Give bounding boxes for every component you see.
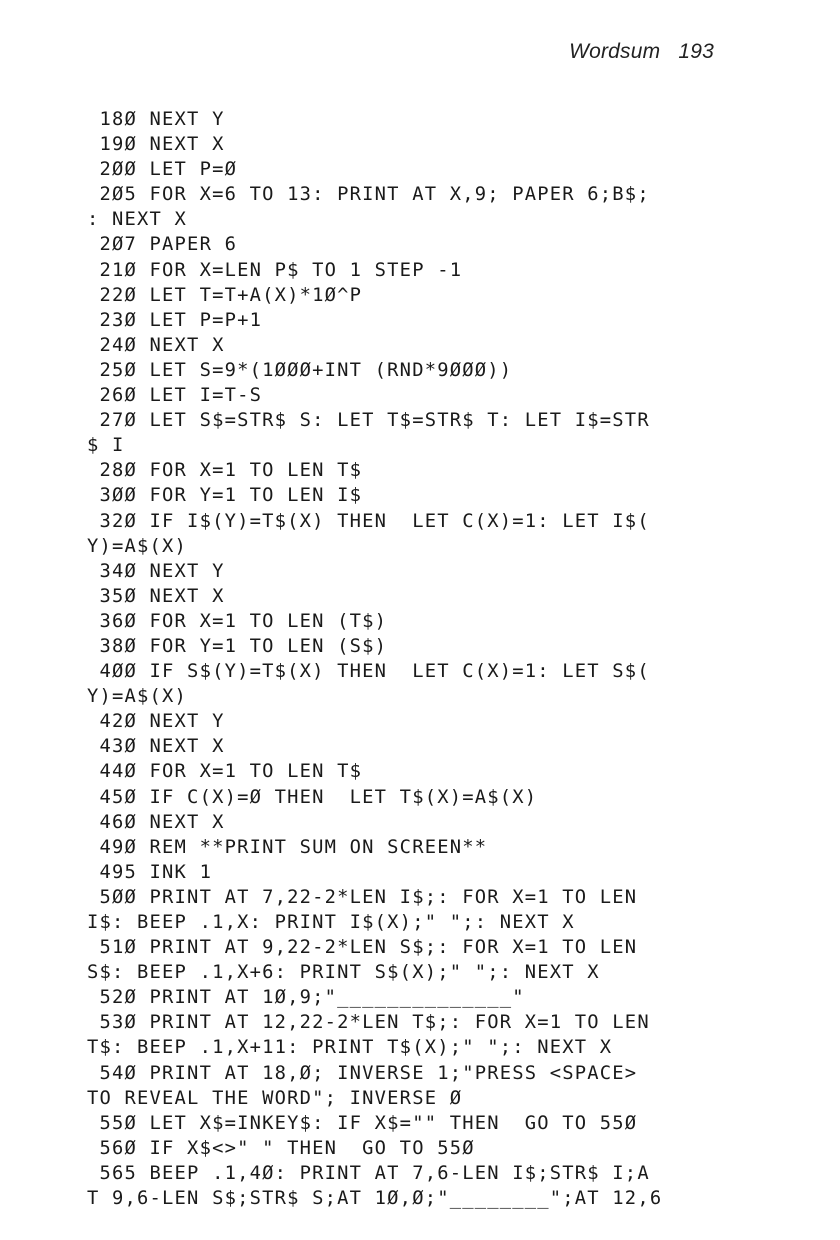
code-line: 35Ø NEXT X (87, 585, 225, 607)
code-line: 2Ø5 FOR X=6 TO 13: PRINT AT X,9; PAPER 6;B$; (87, 184, 650, 206)
code-line: 5ØØ PRINT AT 7,22-2*LEN I$;: FOR X=1 TO LEN (87, 886, 638, 908)
code-line: 565 BEEP .1,4Ø: PRINT AT 7,6-LEN I$;STR$ I;A (87, 1162, 650, 1184)
code-line: TO REVEAL THE WORD"; INVERSE Ø (87, 1087, 463, 1109)
code-line: 38Ø FOR Y=1 TO LEN (S$) (87, 635, 388, 657)
code-line: T$: BEEP .1,X+11: PRINT T$(X);" ";: NEXT X (87, 1037, 613, 1059)
running-header (569, 40, 714, 64)
code-line: 26Ø LET I=T-S (87, 385, 263, 407)
code-line: 3ØØ FOR Y=1 TO LEN I$ (87, 485, 363, 507)
code-line: 27Ø LET S$=STR$ S: LET T$=STR$ T: LET I$=STR (87, 410, 650, 432)
code-line: 23Ø LET P=P+1 (87, 309, 263, 331)
code-line: I$: BEEP .1,X: PRINT I$(X);" ";: NEXT X (87, 912, 575, 933)
code-line: 54Ø PRINT AT 18,Ø; INVERSE 1;"PRESS <SPACE> (87, 1062, 638, 1084)
code-line: 19Ø NEXT X (87, 134, 225, 156)
code-line: 4ØØ IF S$(Y)=T$(X) THEN LET C(X)=1: LET S$( (87, 661, 650, 683)
code-line: 42Ø NEXT Y (87, 711, 225, 733)
code-line: S$: BEEP .1,X+6: PRINT S$(X);" ";: NEXT X (87, 962, 600, 984)
code-line: 21Ø FOR X=LEN P$ TO 1 STEP -1 (87, 259, 463, 281)
code-line: 45Ø IF C(X)=Ø THEN LET T$(X)=A$(X) (87, 786, 538, 808)
code-line: 18Ø NEXT Y (87, 109, 225, 130)
code-line: 24Ø NEXT X (87, 334, 225, 356)
code-line: 55Ø LET X$=INKEY$: IF X$="" THEN GO TO 55Ø (87, 1112, 638, 1134)
code-line: 34Ø NEXT Y (87, 560, 225, 582)
code-line: 22Ø LET T=T+A(X)*1Ø^P (87, 284, 363, 306)
code-line: 52Ø PRINT AT 1Ø,9;"______________" (87, 987, 525, 1009)
chapter-title: Wordsum (569, 40, 661, 63)
code-line: 53Ø PRINT AT 12,22-2*LEN T$;: FOR X=1 TO LEN (87, 1012, 650, 1034)
code-line: Y)=A$(X) (87, 686, 188, 708)
code-line: $ I (87, 435, 125, 457)
code-line: 43Ø NEXT X (87, 736, 225, 758)
code-line: 32Ø IF I$(Y)=T$(X) THEN LET C(X)=1: LET I$( (87, 510, 650, 532)
code-line: 2Ø7 PAPER 6 (87, 234, 238, 256)
code-line: 51Ø PRINT AT 9,22-2*LEN S$;: FOR X=1 TO LEN (87, 937, 638, 959)
code-line: 495 INK 1 (87, 861, 213, 883)
code-line: 44Ø FOR X=1 TO LEN T$ (87, 761, 363, 783)
program-listing (87, 107, 767, 1211)
code-line: : NEXT X (87, 209, 188, 231)
page-number: 193 (678, 40, 714, 63)
code-line: Y)=A$(X) (87, 535, 188, 557)
code-line: 56Ø IF X$<>" " THEN GO TO 55Ø (87, 1137, 475, 1159)
code-line: 49Ø REM **PRINT SUM ON SCREEN** (87, 836, 488, 858)
code-line: 46Ø NEXT X (87, 811, 225, 833)
code-line: 25Ø LET S=9*(1ØØØ+INT (RND*9ØØØ)) (87, 359, 513, 381)
code-line: T 9,6-LEN S$;STR$ S;AT 1Ø,Ø;"________";AT 12,6 (87, 1188, 663, 1210)
code-line: 2ØØ LET P=Ø (87, 159, 238, 181)
code-line: 36Ø FOR X=1 TO LEN (T$) (87, 610, 388, 632)
code-line: 28Ø FOR X=1 TO LEN T$ (87, 460, 363, 482)
